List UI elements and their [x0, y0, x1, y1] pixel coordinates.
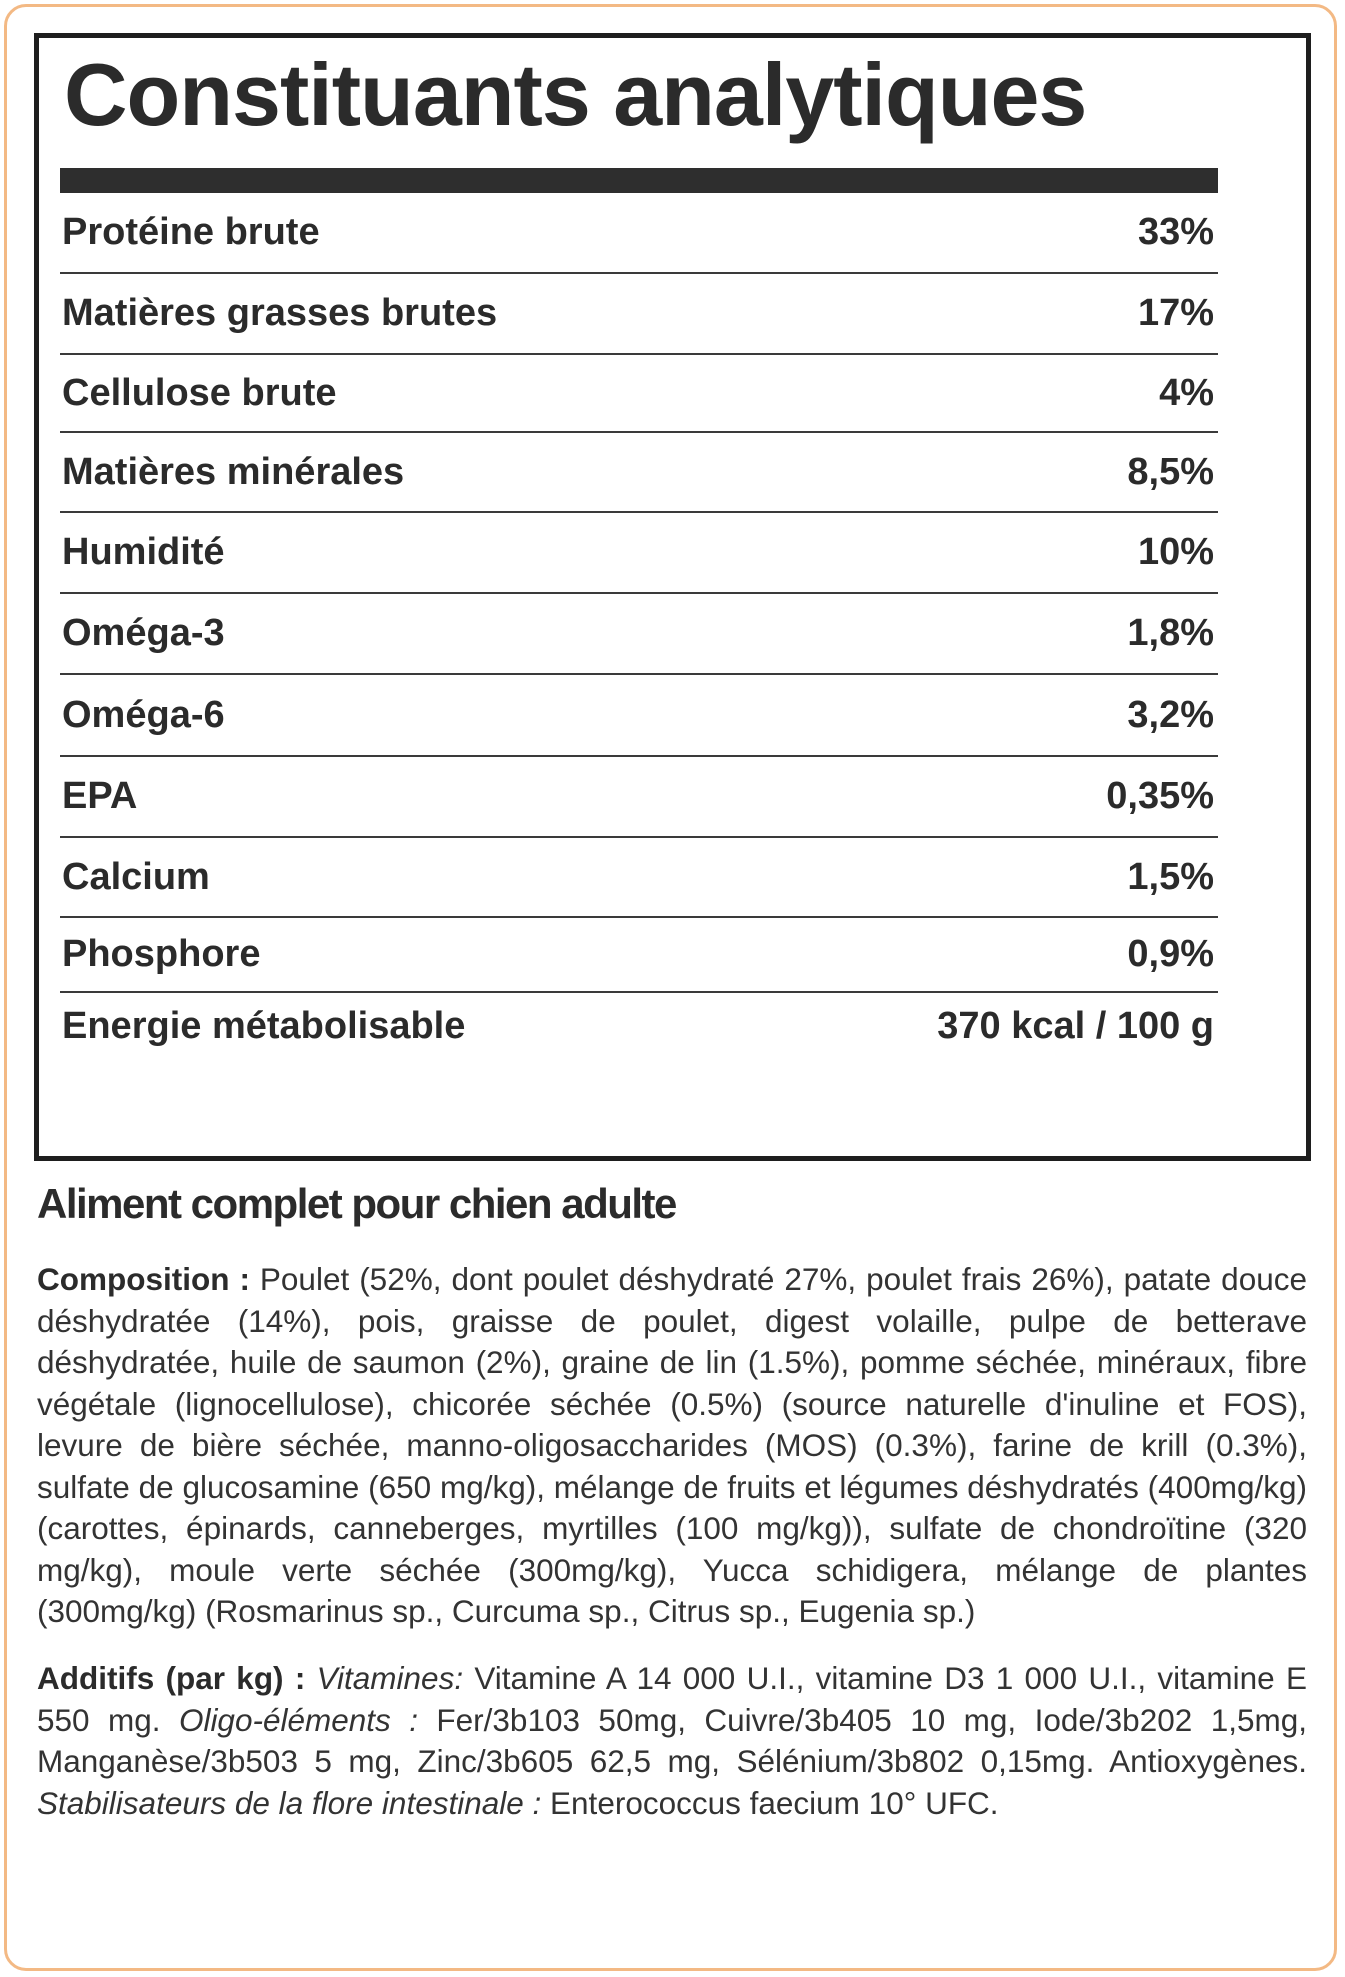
row-value: 17%: [1137, 292, 1214, 334]
composition-paragraph: [37, 1259, 1307, 1633]
table-row: [60, 838, 1218, 918]
row-value: 8,5%: [1127, 450, 1214, 493]
title-underline-bar: [60, 168, 1218, 193]
row-value: 10%: [1137, 531, 1214, 573]
row-label: Oméga-3: [62, 612, 225, 654]
table-row: [60, 433, 1218, 513]
analytic-table: [60, 193, 1218, 1059]
row-label: Calcium: [62, 855, 210, 898]
row-value: 1,8%: [1127, 612, 1214, 654]
row-label: Energie métabolisable: [62, 1004, 466, 1047]
row-label: Phosphore: [62, 933, 261, 975]
row-value: 0,9%: [1127, 933, 1214, 975]
page-title: Constituants analytiques: [64, 45, 1087, 144]
product-subtitle: Aliment complet pour chien adulte: [37, 1180, 676, 1227]
additives-paragraph: [37, 1658, 1307, 1824]
vitamins-label: Vitamines:: [316, 1660, 464, 1696]
row-value: 4%: [1159, 371, 1214, 414]
row-value: 3,2%: [1127, 693, 1214, 736]
row-value: 33%: [1137, 211, 1214, 253]
row-label: Oméga-6: [62, 693, 225, 736]
table-row: [60, 355, 1218, 433]
additives-label: Additifs (par kg) :: [37, 1660, 306, 1696]
table-row: [60, 513, 1218, 594]
row-label: Matières minérales: [62, 450, 405, 493]
table-row: [60, 757, 1218, 838]
stabilizers-text: Enterococcus faecium 10° UFC.: [541, 1784, 999, 1821]
trace-elements-label: Oligo-éléments :: [178, 1701, 418, 1738]
composition-text: Poulet (52%, dont poulet déshydraté 27%, poulet frais 26%), patate douce déshydratée (14%), pois, graisse de poulet, digest volaille, pulpe de betterave déshydratée, huile de saumon (2%), graine de lin (1.5%), pomme séchée, minéraux, fibre végétale (lignocellulose), chicorée séchée (0.5%) (source naturelle d'inuline et FOS), levure de bière séchée, manno-oligosaccharides (MOS) (0.3%), farine de krill (0.3%), sulfate de glucosamine (650 mg/kg), mélange de fruits et légumes déshydratés (400mg/kg) (carottes, épinards, canneberges, myrtilles (100 mg/kg)), sulfate de chondroïtine (320 mg/kg), moule verte séchée (300mg/kg), Yucca schidigera, mélange de plantes (300mg/kg) (Rosmarinus sp., Curcuma sp., Citrus sp., Eugenia sp.): [37, 1261, 1307, 1629]
table-row: [60, 594, 1218, 675]
table-row: [60, 918, 1218, 993]
row-value: 370 kcal / 100 g: [937, 1004, 1214, 1047]
row-label: Humidité: [62, 531, 225, 573]
trace-elements-text: Fer/3b103 50mg, Cuivre/3b405 10 mg, Iode/3b202 1,5mg, Manganèse/3b503 5 mg, Zinc/3b605 62,5 mg, Sélénium/3b802 0,15mg. Antioxygènes.: [37, 1701, 1307, 1779]
row-label: Cellulose brute: [62, 371, 337, 414]
table-row: [60, 993, 1218, 1059]
row-label: Matières grasses brutes: [62, 292, 498, 334]
table-row: [60, 274, 1218, 355]
table-row: [60, 193, 1218, 274]
row-value: 0,35%: [1106, 775, 1214, 817]
vitamins-text: Vitamine A 14 000 U.I., vitamine D3 1 000 U.I., vitamine E 550 mg.: [37, 1660, 1307, 1738]
row-value: 1,5%: [1127, 855, 1214, 898]
row-label: Protéine brute: [62, 211, 320, 253]
composition-label: Composition :: [37, 1261, 250, 1297]
row-label: EPA: [62, 775, 138, 817]
table-row: [60, 675, 1218, 757]
stabilizers-label: Stabilisateurs de la flore intestinale :: [37, 1784, 542, 1821]
